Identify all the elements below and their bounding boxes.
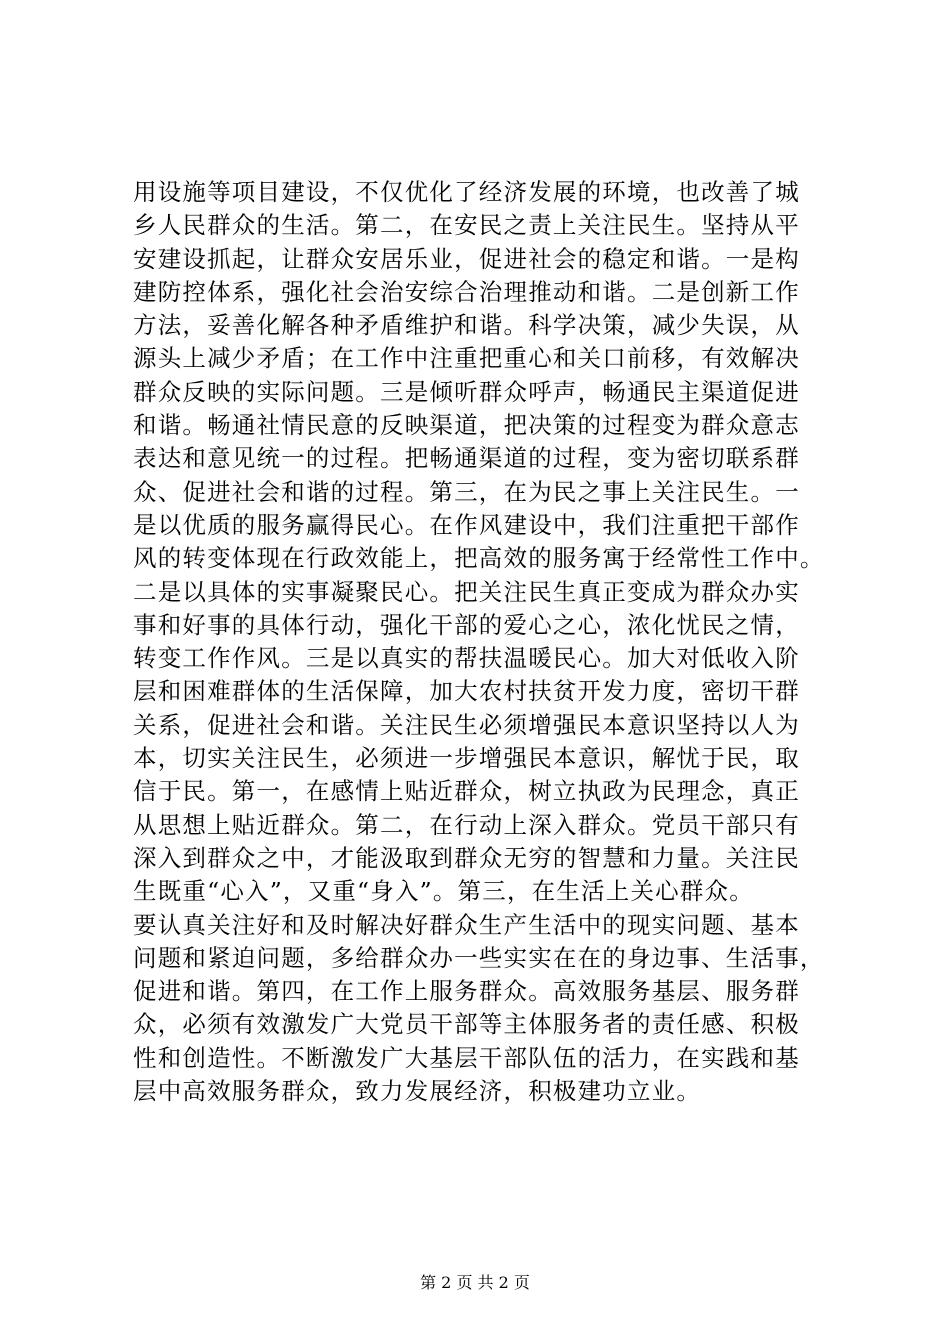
text-line-5: 方法，妥善化解各种矛盾维护和谐。科学决策，减少失误，从: [133, 311, 800, 340]
text-line-14: 事和好事的具体行动，强化干部的爱心之心，浓化忧民之情，: [133, 610, 800, 639]
text-line-28: 层中高效服务群众，致力发展经济，积极建功立业。: [133, 1077, 702, 1106]
text-line-8: 和谐。畅通社情民意的反映渠道，把决策的过程变为群众意志: [133, 411, 800, 440]
text-line-9: 表达和意见统一的过程。把畅通渠道的过程，变为密切联系群: [133, 444, 800, 473]
text-line-4: 建防控体系，强化社会治安综合治理推动和谐。二是创新工作: [133, 277, 800, 306]
text-line-20: 从思想上贴近群众。第二，在行动上深入群众。党员干部只有: [133, 810, 800, 839]
text-line-18: 本，切实关注民生，必须进一步增强民本意识，解忧于民，取: [133, 744, 800, 773]
text-line-19: 信于民。第一，在感情上贴近群众，树立执政为民理念，真正: [133, 777, 800, 806]
text-line-26: 众，必须有效激发广大党员干部等主体服务者的责任感、积极: [133, 1010, 800, 1039]
text-line-15: 转变工作作风。三是以真实的帮扶温暖民心。加大对低收入阶: [133, 644, 800, 673]
text-line-3: 安建设抓起，让群众安居乐业，促进社会的稳定和谐。一是构: [133, 244, 800, 273]
page-number-footer: 第 2 页 共 2 页: [420, 1273, 530, 1292]
text-line-7: 群众反映的实际问题。三是倾听群众呼声，畅通民主渠道促进: [133, 377, 800, 406]
text-line-2: 乡人民群众的生活。第二，在安民之责上关注民生。坚持从平: [133, 211, 800, 240]
text-line-12: 风的转变体现在行政效能上，把高效的服务寓于经常性工作中。: [133, 544, 825, 573]
text-line-16: 层和困难群体的生活保障，加大农村扶贫开发力度，密切干群: [133, 677, 800, 706]
body-text: [133, 176, 833, 1108]
text-line-23: 要认真关注好和及时解决好群众生产生活中的现实问题、基本: [133, 910, 800, 939]
text-line-22: 生既重“心入”，又重“身入”。第三，在生活上关心群众。: [133, 877, 754, 906]
text-line-27: 性和创造性。不断激发广大基层干部队伍的活力，在实践和基: [133, 1043, 800, 1072]
text-line-24: 问题和紧迫问题，多给群众办一些实实在在的身边事、生活事，: [133, 943, 825, 972]
text-line-10: 众、促进社会和谐的过程。第三，在为民之事上关注民生。一: [133, 477, 800, 506]
text-line-11: 是以优质的服务赢得民心。在作风建设中，我们注重把干部作: [133, 510, 800, 539]
text-line-21: 深入到群众之中，才能汲取到群众无穷的智慧和力量。关注民: [133, 843, 800, 872]
text-line-17: 关系，促进社会和谐。关注民生必须增强民本意识坚持以人为: [133, 710, 800, 739]
text-line-25: 促进和谐。第四，在工作上服务群众。高效服务基层、服务群: [133, 977, 800, 1006]
text-line-13: 二是以具体的实事凝聚民心。把关注民生真正变成为群众办实: [133, 577, 800, 606]
text-line-6: 源头上减少矛盾；在工作中注重把重心和关口前移，有效解决: [133, 344, 800, 373]
text-line-1: 用设施等项目建设，不仅优化了经济发展的环境，也改善了城: [133, 178, 800, 206]
